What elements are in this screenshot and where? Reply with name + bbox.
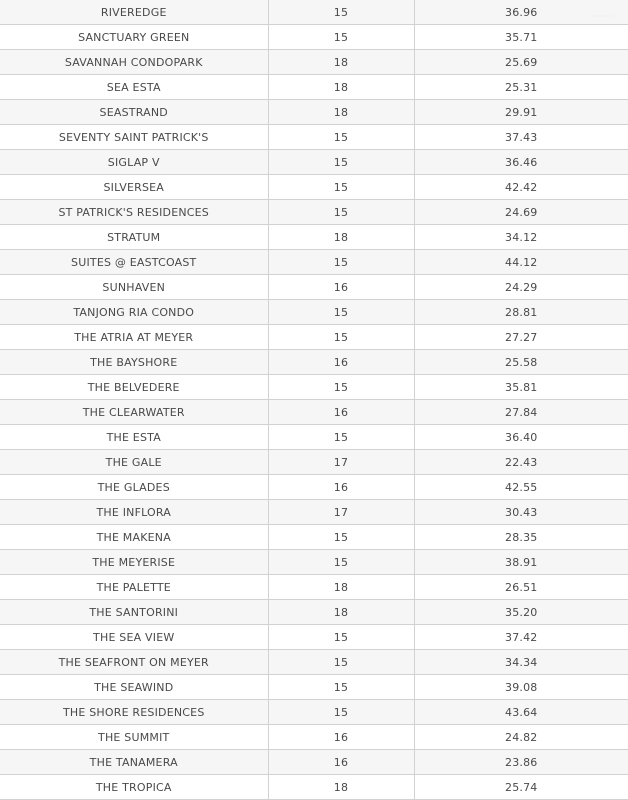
project-name-cell: THE TROPICA — [0, 775, 268, 800]
value-cell: 18 — [268, 50, 414, 75]
project-name-cell: THE PALETTE — [0, 575, 268, 600]
amount-cell: 24.69 — [414, 200, 628, 225]
table-row — [0, 475, 628, 500]
project-name-cell: SANCTUARY GREEN — [0, 25, 268, 50]
amount-cell: 39.08 — [414, 675, 628, 700]
table-row — [0, 150, 628, 175]
table-row — [0, 450, 628, 475]
amount-cell: 36.40 — [414, 425, 628, 450]
amount-cell: 24.82 — [414, 725, 628, 750]
project-name-cell: THE GLADES — [0, 475, 268, 500]
table-row — [0, 250, 628, 275]
amount-cell: 26.51 — [414, 575, 628, 600]
value-cell: 15 — [268, 300, 414, 325]
amount-cell: 35.20 — [414, 600, 628, 625]
project-name-cell: ST PATRICK'S RESIDENCES — [0, 200, 268, 225]
value-cell: 18 — [268, 600, 414, 625]
value-cell: 15 — [268, 525, 414, 550]
project-name-cell: THE SEAFRONT ON MEYER — [0, 650, 268, 675]
value-cell: 16 — [268, 725, 414, 750]
project-name-cell: THE ATRIA AT MEYER — [0, 325, 268, 350]
table-row — [0, 750, 628, 775]
amount-cell: 28.35 — [414, 525, 628, 550]
amount-cell: 36.46 — [414, 150, 628, 175]
value-cell: 18 — [268, 75, 414, 100]
amount-cell: 35.71 — [414, 25, 628, 50]
table-row — [0, 175, 628, 200]
table-row — [0, 500, 628, 525]
value-cell: 18 — [268, 775, 414, 800]
project-name-cell: SILVERSEA — [0, 175, 268, 200]
value-cell: 15 — [268, 25, 414, 50]
amount-cell: 23.86 — [414, 750, 628, 775]
table-row — [0, 550, 628, 575]
project-name-cell: THE MAKENA — [0, 525, 268, 550]
value-cell: 17 — [268, 450, 414, 475]
project-name-cell: SAVANNAH CONDOPARK — [0, 50, 268, 75]
project-name-cell: THE BELVEDERE — [0, 375, 268, 400]
amount-cell: 22.43 — [414, 450, 628, 475]
table-row — [0, 375, 628, 400]
amount-cell: 34.12 — [414, 225, 628, 250]
project-name-cell: SEA ESTA — [0, 75, 268, 100]
project-name-cell: THE TANAMERA — [0, 750, 268, 775]
project-name-cell: SEVENTY SAINT PATRICK'S — [0, 125, 268, 150]
amount-cell: 35.81 — [414, 375, 628, 400]
project-name-cell: SEASTRAND — [0, 100, 268, 125]
value-cell: 15 — [268, 625, 414, 650]
project-name-cell: THE SEAWIND — [0, 675, 268, 700]
value-cell: 15 — [268, 325, 414, 350]
amount-cell: 36.96 — [414, 0, 628, 25]
table-row — [0, 525, 628, 550]
value-cell: 15 — [268, 250, 414, 275]
value-cell: 16 — [268, 275, 414, 300]
amount-cell: 27.84 — [414, 400, 628, 425]
table-row — [0, 25, 628, 50]
table-row — [0, 700, 628, 725]
table-row — [0, 0, 628, 25]
table-row — [0, 350, 628, 375]
table-row — [0, 600, 628, 625]
value-cell: 15 — [268, 675, 414, 700]
table-row — [0, 425, 628, 450]
value-cell: 16 — [268, 400, 414, 425]
table-row — [0, 675, 628, 700]
amount-cell: 34.34 — [414, 650, 628, 675]
table-row — [0, 300, 628, 325]
table-row — [0, 575, 628, 600]
value-cell: 18 — [268, 225, 414, 250]
table-row — [0, 50, 628, 75]
amount-cell: 42.42 — [414, 175, 628, 200]
value-cell: 15 — [268, 700, 414, 725]
project-name-cell: TANJONG RIA CONDO — [0, 300, 268, 325]
project-name-cell: THE INFLORA — [0, 500, 268, 525]
amount-cell: 42.55 — [414, 475, 628, 500]
amount-cell: 25.31 — [414, 75, 628, 100]
table-row — [0, 400, 628, 425]
project-name-cell: THE SANTORINI — [0, 600, 268, 625]
watermark: ········· — [591, 12, 614, 21]
value-cell: 18 — [268, 100, 414, 125]
table-row — [0, 650, 628, 675]
project-name-cell: THE SUMMIT — [0, 725, 268, 750]
value-cell: 15 — [268, 650, 414, 675]
project-name-cell: RIVEREDGE — [0, 0, 268, 25]
amount-cell: 29.91 — [414, 100, 628, 125]
value-cell: 15 — [268, 550, 414, 575]
project-name-cell: THE MEYERISE — [0, 550, 268, 575]
amount-cell: 30.43 — [414, 500, 628, 525]
project-name-cell: THE ESTA — [0, 425, 268, 450]
value-cell: 15 — [268, 425, 414, 450]
value-cell: 15 — [268, 150, 414, 175]
amount-cell: 37.43 — [414, 125, 628, 150]
value-cell: 15 — [268, 375, 414, 400]
project-name-cell: THE BAYSHORE — [0, 350, 268, 375]
project-name-cell: SIGLAP V — [0, 150, 268, 175]
project-name-cell: THE SEA VIEW — [0, 625, 268, 650]
project-name-cell: STRATUM — [0, 225, 268, 250]
amount-cell: 37.42 — [414, 625, 628, 650]
amount-cell: 28.81 — [414, 300, 628, 325]
table-row — [0, 325, 628, 350]
value-cell: 17 — [268, 500, 414, 525]
value-cell: 16 — [268, 750, 414, 775]
value-cell: 15 — [268, 175, 414, 200]
project-name-cell: THE GALE — [0, 450, 268, 475]
table-row — [0, 200, 628, 225]
value-cell: 16 — [268, 350, 414, 375]
table-row — [0, 625, 628, 650]
table-row — [0, 725, 628, 750]
table-row — [0, 100, 628, 125]
amount-cell: 38.91 — [414, 550, 628, 575]
amount-cell: 25.69 — [414, 50, 628, 75]
project-name-cell: SUITES @ EASTCOAST — [0, 250, 268, 275]
amount-cell: 25.58 — [414, 350, 628, 375]
table-row — [0, 125, 628, 150]
project-name-cell: THE CLEARWATER — [0, 400, 268, 425]
value-cell: 15 — [268, 125, 414, 150]
amount-cell: 44.12 — [414, 250, 628, 275]
value-cell: 15 — [268, 200, 414, 225]
table-row — [0, 275, 628, 300]
project-name-cell: THE SHORE RESIDENCES — [0, 700, 268, 725]
amount-cell: 24.29 — [414, 275, 628, 300]
table-row — [0, 775, 628, 800]
amount-cell: 43.64 — [414, 700, 628, 725]
table-row — [0, 225, 628, 250]
amount-cell: 25.74 — [414, 775, 628, 800]
project-name-cell: SUNHAVEN — [0, 275, 268, 300]
value-cell: 16 — [268, 475, 414, 500]
amount-cell: 27.27 — [414, 325, 628, 350]
value-cell: 15 — [268, 0, 414, 25]
value-cell: 18 — [268, 575, 414, 600]
table-row — [0, 75, 628, 100]
